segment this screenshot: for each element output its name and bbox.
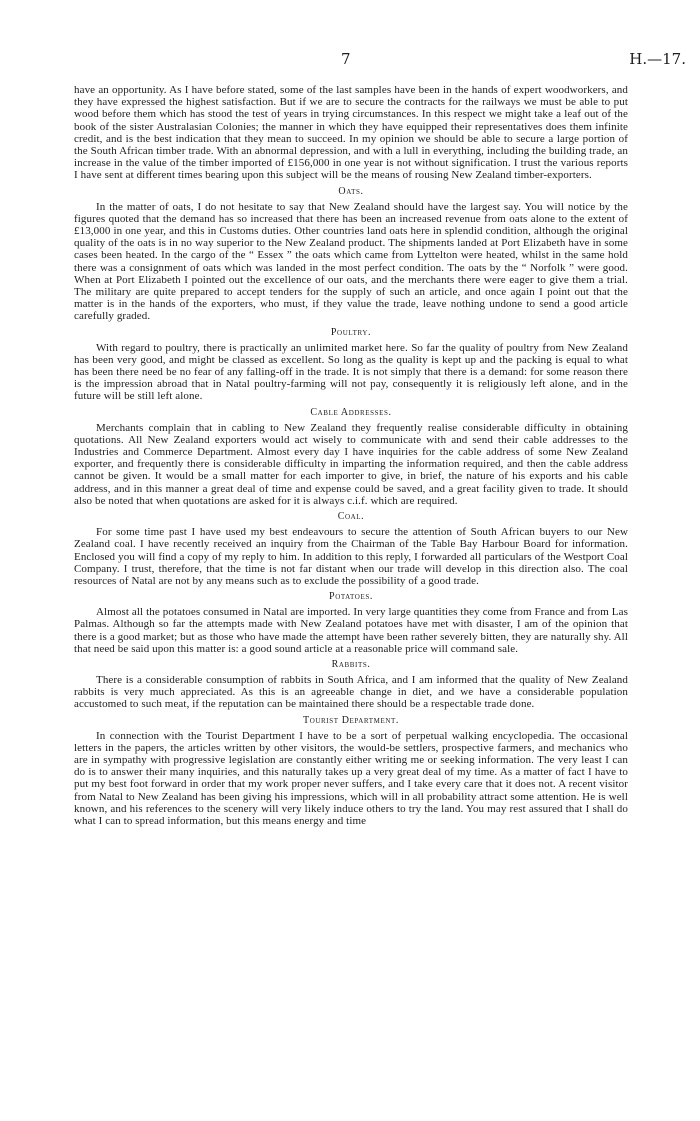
page-number: 7: [341, 50, 351, 68]
section-heading-coal: Coal.: [337, 511, 365, 523]
section-heading-cable-addresses: Cable Addresses.: [310, 406, 392, 418]
section-text-cable-addresses: Merchants complain that in cabling to New Zealand they frequently realise considerable difficulty in obtaining quotations. All New Zealand exporters would act wisely to communicate with and send their cable addresses to the Industries and Commerce Department. Almost every day I have inquiries for the cable address of some New Zealand exporter, and frequently there is considerable difficulty in imparting the information required, and then the cable address cannot be given. It would be a small matter for each importer to give, in brief, the nature of his exports and his cable address, and in this manner a great deal of time and expense could be saved, and a great facility given to trade. It should also be noted that when quotations are asked for it is always c.i.f. which are required.: [74, 421, 628, 507]
section-heading-potatoes: Potatoes.: [329, 591, 373, 603]
section-text-potatoes: Almost all the potatoes consumed in Natal are imported. In very large quantities they come from France and from Las Palmas. Although so far the attempts made with New Zealand potatoes have met with disaster, I am of the opinion that there is a good market; but as those who have made the attempt have been rather severely bitten, they are naturally shy. All that need be said upon this matter is: a good sound article at a reasonable price will command sale.: [74, 606, 628, 655]
section-text-poultry: With regard to poultry, there is practically an unlimited market here. So far the quality of poultry from New Zealand has been very good, and might be classed as excellent. So long as the quality is kept up and the packing is equal to what has been there need be no fear of any falling-off in the trade. It is not simply that there is a demand: for some reason there is the impression abroad that in Natal poultry-farming will not pay, consequently it is religiously left alone, and in the future will be still left alone.: [74, 341, 628, 403]
document-reference: H.—17.: [629, 50, 686, 68]
section-heading-poultry: Poultry.: [330, 326, 372, 338]
section-heading-tourist-department: Tourist Department.: [303, 714, 399, 726]
section-text-oats: In the matter of oats, I do not hesitate to say that New Zealand should have the largest say. You will notice by the figures quoted that the demand has so increased that there has been an increased revenue from oats alone to the extent of £13,000 in one year, and this in Customs duties. Other countries land oats here in splendid condition, although the original quality of the oats is in no way superior to the New Zealand product. The shipments landed at Port Elizabeth have in some cases been heated. In the cargo of the “ Essex ” the oats which came from Lyttelton were heated, whilst in the same hold there was a consignment of oats which was landed in the most perfect condition. The oats by the “ Norfolk ” were good. When at Port Elizabeth I pointed out the excellence of our oats, and the merchants there were eager to give them a trial. The military are quite prepared to accept tenders for the supply of such an article, and once again I point out that the matter is in the hands of the exporters, who must, if they value the trade, leave nothing undone to send a good article carefully graded.: [74, 200, 628, 323]
section-text-coal: For some time past I have used my best endeavours to secure the attention of South African buyers to our New Zealand coal. I have recently received an inquiry from the Chairman of the Table Bay Harbour Board for information. Enclosed you will find a copy of my reply to him. In addition to this reply, I forwarded all particulars of the Westport Coal Company. I trust, therefore, that the time is not far distant when our trade will develop in this direction also. The coal resources of Natal are not by any means such as to exclude the possibility of a good trade.: [74, 526, 628, 587]
page-header: [0, 50, 700, 72]
section-heading-oats: Oats.: [338, 185, 364, 197]
section-heading-rabbits: Rabbits.: [331, 658, 371, 670]
section-text-rabbits: There is a considerable consumption of rabbits in South Africa, and I am informed that the quality of New Zealand rabbits is very much appreciated. As this is an agreeable change in diet, and we have a considerable population accustomed to such meat, if the reputation can be maintained there should be a respectable trade done.: [74, 673, 628, 711]
intro-paragraph: have an opportunity. As I have before stated, some of the last samples have been in the hands of expert woodworkers, and they have expressed the highest satisfaction. But if we are to secure the contracts for the railways we must be able to put wood before them which has stood the test of years in trying circumstances. In this respect we might take a leaf out of the book of the sister Australasian Colonies; the manner in which they have equipped their representatives does them infinite credit, and is the best indication that they mean to succeed. In my opinion we should be able to secure a large portion of the South African timber trade. With an abnormal depression, and with a lull in everything, including the building trade, an increase in the value of the timber imported of £156,000 in one year is not without signification. I trust the various reports I have sent at different times bearing upon this subject will be the means of rousing New Zealand timber-exporters.: [74, 84, 628, 182]
document-body: [74, 84, 628, 827]
section-text-tourist-department: In connection with the Tourist Department I have to be a sort of perpetual walking encyclopedia. The occasional letters in the papers, the articles written by other visitors, the would-be settlers, prospective farmers, and mechanics who are in sympathy with progressive legislation are constantly either writing me or seeking information. The very least I can do is to answer their many inquiries, and this naturally takes up a very great deal of my time. As a matter of fact I have to put my best foot forward in order that my work proper never suffers, and I take every care that it does not. A recent visitor from Natal to New Zealand has been giving his impressions, which will in all probability attract some attention. He is well known, and his references to the scenery will very likely induce others to try the land. You may rest assured that I shall do what I can to spread information, but this means energy and time: [74, 729, 628, 827]
